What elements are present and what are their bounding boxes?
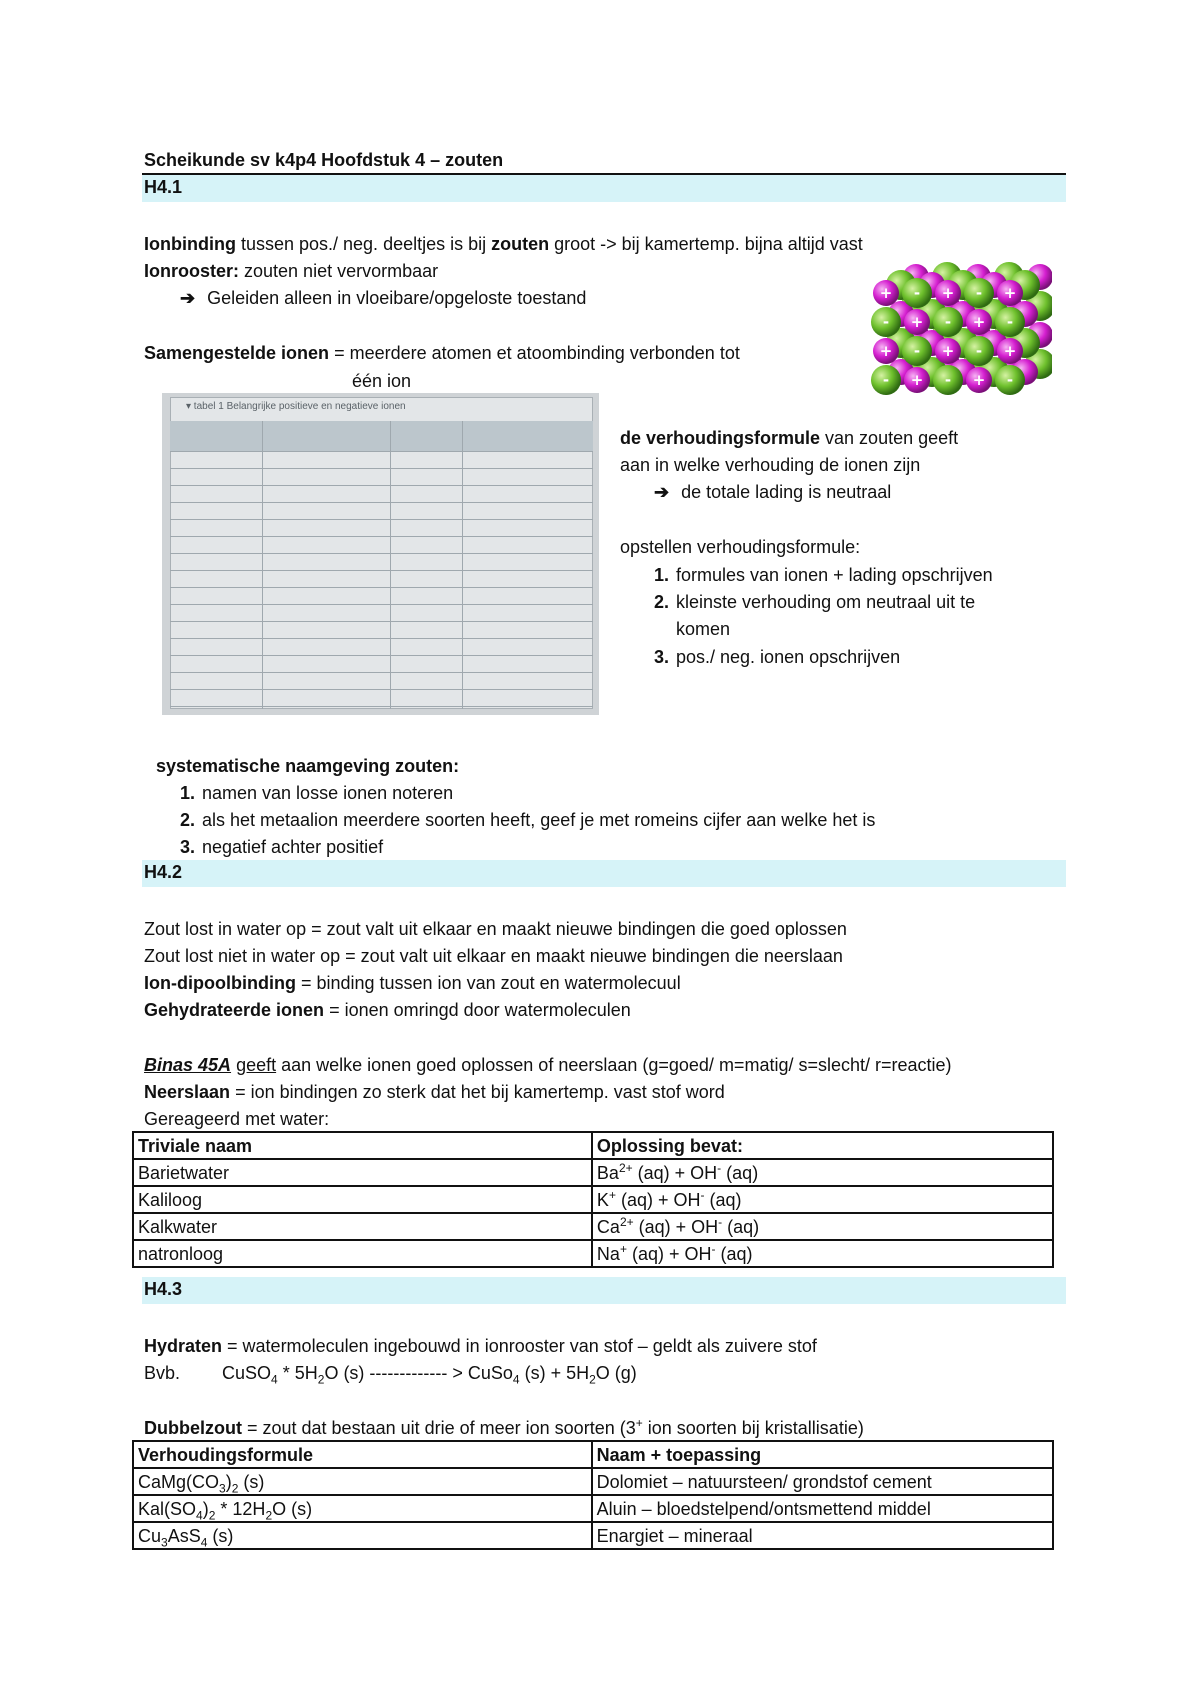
charge: - [718,1214,723,1229]
text: O (s) ------------- > CuSo [324,1363,513,1383]
step-number: 2. [654,592,670,612]
charge: - [711,1241,716,1256]
text: (aq) [715,1243,753,1264]
photo-row-line [170,587,593,588]
table-cell-formula [592,1240,1053,1267]
subscript: 2 [265,1508,273,1523]
h42-line-neerslaan [144,1080,725,1104]
ion-sign-label: + [879,342,893,360]
ion-table-photo [162,393,599,715]
text: Kal(SO [138,1498,197,1519]
photo-col-line [462,421,463,709]
text: de totale lading is neutraal [681,482,892,502]
photo-row-line [170,655,593,656]
ion-sign-label: - [944,371,952,389]
text: Geleiden alleen in vloeibare/opgeloste toestand [207,288,587,308]
text: ion soorten bij kristallisatie) [642,1418,864,1438]
ion-sign-label: - [944,313,952,331]
photo-row-line [170,570,593,571]
h42-line2: Zout lost niet in water op = zout valt uit elkaar en maakt nieuwe bindingen die neerslaan [144,946,843,966]
table-cell-name: Barietwater [133,1159,592,1186]
photo-row-line [170,468,593,469]
table-cell-name: Enargiet – mineraal [592,1522,1053,1549]
section-h41-label: H4.1 [144,177,183,197]
subscript: 2 [208,1508,216,1523]
text: (aq) + OH [615,1189,701,1210]
subscript: 3 [219,1481,226,1496]
h42-line-ion-dipool [144,971,681,995]
step-item [654,590,975,614]
h41-line-samengestelde [144,341,740,365]
table-header-cell: Triviale naam [133,1132,592,1159]
table-cell-name: natronloog [133,1240,592,1267]
naming-heading: systematische naamgeving zouten: [156,756,460,776]
h41-line-een-ion: één ion [352,371,412,391]
ion-sign-label: + [941,342,955,360]
document-title: Scheikunde sv k4p4 Hoofdstuk 4 – zouten [144,150,504,170]
ion-sign-label: - [975,284,983,302]
text: van zouten geeft [820,428,959,448]
photo-caption: ▾ tabel 1 Belangrijke positieve en negatieve ionen [186,401,406,412]
subscript: 4 [196,1508,203,1523]
table-header-cell: Verhoudingsformule [133,1441,592,1468]
h43-line-dubbelzout [144,1416,864,1440]
table-cell-formula [592,1186,1053,1213]
table-cell-formula [133,1522,592,1549]
charge: + [608,1187,616,1202]
step-item [654,645,900,669]
photo-row-line [170,672,593,673]
photo-row-line [170,689,593,690]
text: O (s) [272,1498,313,1519]
table-row [133,1522,1053,1549]
table-row [133,1159,1053,1186]
text: * 12H [215,1498,266,1519]
step-item [654,563,993,587]
ion-sign-label: - [975,342,983,360]
text: = ionen omringd door watermoleculen [324,1000,631,1020]
text: aan welke ionen goed oplossen of neerslaan (g=goed/ m=matig/ s=slecht/ r=reactie) [276,1055,952,1075]
table-header-cell: Naam + toepassing [592,1441,1053,1468]
naming-number: 2. [180,810,196,830]
photo-row-line [170,519,593,520]
h43-line-example [144,1361,637,1385]
photo-row-line [170,621,593,622]
binas-reference: Binas 45A [144,1055,232,1075]
table-row [133,1468,1053,1495]
naming-text: als het metaalion meerdere soorten heeft, geef je met romeins cijfer aan welke het is [202,810,876,830]
text: * 5H [277,1363,318,1383]
step-item [654,617,730,641]
term-gehydrateerde-ionen: Gehydrateerde ionen [144,1000,325,1020]
text: Cu [138,1525,162,1546]
step-text: kleinste verhouding om neutraal uit te [676,592,976,612]
text: (s) [238,1471,265,1492]
section-h42-band [142,860,1066,887]
ion-sign-label: + [972,371,986,389]
photo-row-line [170,502,593,503]
text: (s) [207,1525,234,1546]
ion-sign-label: + [941,284,955,302]
ion-lattice-illustration [868,255,1052,405]
table-cell-name: Kalkwater [133,1213,592,1240]
naming-number: 1. [180,783,196,803]
text: = ion bindingen zo sterk dat het bij kamertemp. vast stof word [230,1082,725,1102]
photo-row-line [170,553,593,554]
table-cell-name: Kaliloog [133,1186,592,1213]
text: tussen pos./ neg. deeltjes is bij [235,234,492,254]
term-ion-dipoolbinding: Ion-dipoolbinding [144,973,296,993]
photo-col-line [390,421,391,709]
table-row [133,1240,1053,1267]
ion-sign-label: - [882,313,890,331]
table-cell-formula [133,1495,592,1522]
ion-sign-label: - [913,342,921,360]
table-header-row [133,1441,1053,1468]
table-cell-name: Aluin – bloedstelpend/ontsmettend middel [592,1495,1053,1522]
step-text: komen [676,619,731,639]
arrow-icon: ➔ [654,482,670,502]
text: Ba [596,1162,619,1183]
table-cell-name: Dolomiet – natuursteen/ grondstof cement [592,1468,1053,1495]
text: (aq) + OH [632,1162,718,1183]
charge: - [717,1160,722,1175]
ion-sign-label: - [882,371,890,389]
subscript: 4 [512,1372,520,1387]
text: ) [225,1471,232,1492]
double-salt-table [132,1440,1054,1550]
term-dubbelzout: Dubbelzout [144,1418,242,1438]
h41-right-opstellen: opstellen verhoudingsformule: [620,537,861,557]
charge: - [700,1187,705,1202]
text: = zout dat bestaan uit drie of meer ion soorten (3 [241,1418,636,1438]
ion-sign-label: - [1006,313,1014,331]
text: CaMg(CO [138,1471,220,1492]
naming-number: 3. [180,837,196,857]
ion-sign-label: + [972,313,986,331]
term-neerslaan: Neerslaan [144,1082,231,1102]
text: (aq) + OH [633,1216,719,1237]
charge: 2+ [618,1160,633,1175]
ion-sign-label: + [1003,284,1017,302]
step-number: 1. [654,565,670,585]
photo-row-line [170,485,593,486]
photo-col-line [262,421,263,709]
table-header-cell: Oplossing bevat: [592,1132,1053,1159]
section-h43-band [142,1277,1066,1304]
term-ionrooster: Ionrooster: [144,261,240,281]
subscript: 2 [231,1481,239,1496]
h41-right-verhoudingsformule [620,426,958,450]
text: zouten niet vervormbaar [239,261,439,281]
text: (aq) [722,1216,760,1237]
example-prefix: Bvb. [144,1363,181,1383]
text: ) [202,1498,209,1519]
ion-sign-label: + [879,284,893,302]
text: groot -> bij kamertemp. bijna altijd vast [549,234,863,254]
photo-row-line [170,451,593,452]
naming-text: negatief achter positief [202,837,384,857]
text: Na [596,1243,620,1264]
section-h42-label: H4.2 [144,862,183,882]
h41-line-geleiden [180,286,586,310]
underlined-word: geeft [236,1055,277,1075]
term-verhoudingsformule: de verhoudingsformule [620,428,821,448]
photo-table-header [170,421,593,451]
charge: 2+ [619,1214,634,1229]
naming-item [180,835,383,859]
step-number: 3. [654,647,670,667]
photo-row-line [170,536,593,537]
h42-line-binas [144,1053,952,1077]
h41-right-neutraal [654,480,891,504]
subscript: 2 [589,1372,596,1387]
naming-item [180,808,875,832]
table-cell-formula [133,1468,592,1495]
h41-right-line2: aan in welke verhouding de ionen zijn [620,455,921,475]
ion-sign-label: - [913,284,921,302]
text: (s) + 5H [519,1363,590,1383]
charge: + [619,1241,627,1256]
text: (aq) + OH [626,1243,712,1264]
term-samengestelde-ionen: Samengestelde ionen [144,343,330,363]
step-text: pos./ neg. ionen opschrijven [676,647,901,667]
water-solutions-table [132,1131,1054,1268]
table-row [133,1213,1053,1240]
table-cell-formula [592,1213,1053,1240]
term-hydraten: Hydraten [144,1336,223,1356]
text: K [596,1189,609,1210]
text: (aq) [721,1162,759,1183]
text: (aq) [704,1189,742,1210]
term-zouten: zouten [491,234,550,254]
section-h41-band [142,175,1066,202]
text: CuSO [222,1363,272,1383]
subscript: 4 [271,1372,278,1387]
naming-text: namen van losse ionen noteren [202,783,454,803]
term-ionbinding: Ionbinding [144,234,236,254]
text: O (g) [595,1363,637,1383]
ion-sign-label: - [1006,371,1014,389]
h41-line-ionbinding [144,232,863,256]
section-h43-label: H4.3 [144,1279,183,1299]
table-header-row [133,1132,1053,1159]
text: Ca [596,1216,620,1237]
table-cell-formula [592,1159,1053,1186]
ion-sign-label: + [910,371,924,389]
text: = watermoleculen ingebouwd in ionrooster van stof – geldt als zuivere stof [222,1336,817,1356]
h42-line-gehydrateerde [144,998,631,1022]
ion-sign-label: + [1003,342,1017,360]
h42-line-gereageerd: Gereageerd met water: [144,1109,330,1129]
subscript: 4 [200,1535,208,1550]
photo-row-line [170,604,593,605]
h43-line-hydraten [144,1334,817,1358]
text: = binding tussen ion van zout en watermolecuul [295,973,681,993]
h41-line-ionrooster [144,259,438,283]
text: = meerdere atomen et atoombinding verbonden tot [329,343,740,363]
table-row [133,1186,1053,1213]
step-text: formules van ionen + lading opschrijven [676,565,993,585]
table-row [133,1495,1053,1522]
arrow-icon: ➔ [180,288,196,308]
photo-row-line [170,706,593,707]
subscript: 3 [161,1535,168,1550]
ion-sign-label: + [910,313,924,331]
h42-line1: Zout lost in water op = zout valt uit elkaar en maakt nieuwe bindingen die goed oplossen [144,919,847,939]
subscript: 2 [317,1372,325,1387]
naming-item [180,781,453,805]
superscript: + [635,1416,643,1430]
photo-row-line [170,638,593,639]
text: AsS [167,1525,201,1546]
